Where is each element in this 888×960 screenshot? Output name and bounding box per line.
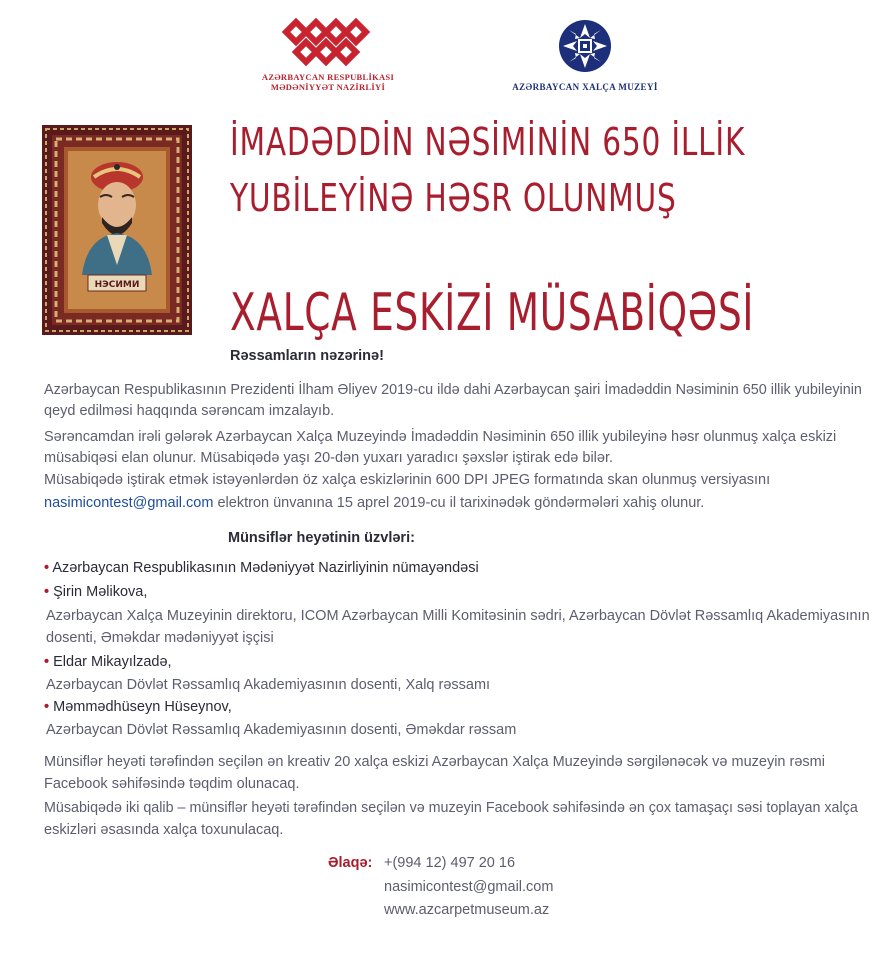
intro-line-5: Müsabiqədə iştirak etmək istəyənlərdən öz xalça eskizlərinin 600 DPI JPEG formatında skan olunmuş versiyasını: [44, 472, 771, 488]
jury-member-name: Məmmədhüseyn Hüseynov,: [53, 699, 232, 715]
intro-line-3: Sərəncamdan irəli gələrək Azərbaycan Xalça Muzeyində İmadəddin Nəsiminin 650 illik yubileyinə həsr olunmuş xalça eskizi: [44, 429, 837, 445]
carpet-portrait-image: [42, 125, 192, 335]
carpet-label: НЭСИМИ: [94, 280, 140, 290]
museum-name: AZƏRBAYCAN XALÇA MUZEYİ: [512, 82, 658, 92]
outro-line-3: Müsabiqədə iki qalib – münsiflər heyəti tərəfindən seçilən və muzeyin Facebook səhifəsində ən çox tamaşaçı səsi toplayan xalça: [44, 800, 858, 816]
ministry-logo: [258, 14, 398, 94]
intro-heading: Rəssamların nəzərinə!: [230, 348, 384, 364]
jury-member-4: [44, 697, 232, 718]
intro-line-2: qeyd edilməsi haqqında sərəncam imzalayıb.: [44, 403, 335, 419]
title-line-2: YUBİLEYİNƏ HƏSR OLUNMUŞ: [230, 176, 677, 220]
jury-member-3: [44, 652, 172, 673]
intro-email-suffix: elektron ünvanına 15 aprel 2019-cu il tarixinədək göndərmələri xahiş olunur.: [213, 495, 705, 511]
jury-member-2: [44, 582, 147, 603]
jury-heading: Münsiflər heyətinin üzvləri:: [228, 530, 415, 546]
outro-line-1: Münsiflər heyəti tərəfindən seçilən ən kreativ 20 xalça eskizi Azərbaycan Xalça Muzeyində sərgilənəcək və muzeyin rəsmi: [44, 754, 825, 770]
jury-member-desc: Azərbaycan Dövlət Rəssamlıq Akademiyasının dosenti, Xalq rəssamı: [46, 677, 491, 693]
bullet: •: [44, 584, 50, 600]
jury-member-name: Azərbaycan Respublikasının Mədəniyyət Nazirliyinin nümayəndəsi: [52, 560, 479, 576]
jury-member-name: Eldar Mikayılzadə,: [53, 654, 172, 670]
bullet: •: [44, 699, 50, 715]
jury-member-desc: Azərbaycan Dövlət Rəssamlıq Akademiyasının dosenti, Əməkdar rəssam: [46, 722, 517, 738]
bullet: •: [44, 654, 50, 670]
jury-member-desc: Azərbaycan Xalça Muzeyinin direktoru, ICOM Azərbaycan Milli Komitəsinin sədri, Azərbaycan Dövlət Rəssamlıq Akademiyasının: [46, 608, 870, 624]
museum-emblem-icon: [557, 18, 613, 74]
ministry-emblem-icon: [278, 14, 378, 70]
intro-line-4: müsabiqəsi elan olunur. Müsabiqədə yaşı 20-dən yuxarı yaradıcı şəxslər iştirak edə bilər.: [44, 450, 614, 466]
museum-logo: [500, 18, 670, 98]
ministry-name-line-1: AZƏRBAYCAN RESPUBLİKASI: [261, 72, 395, 82]
outro-line-4: eskizləri əsasında xalça toxunulacaq.: [44, 822, 284, 838]
contact-label: Əlaqə:: [328, 855, 373, 871]
outro-line-2: Facebook səhifəsində təqdim olunacaq.: [44, 776, 300, 792]
title-main: XALÇA ESKİZİ MÜSABİQƏSİ: [230, 283, 755, 343]
jury-member-desc: dosenti, Əməkdar mədəniyyət işçisi: [46, 630, 274, 646]
jury-member-1: [44, 558, 479, 579]
contact-website[interactable]: www.azcarpetmuseum.az: [384, 902, 550, 918]
bullet: •: [44, 560, 50, 576]
contact-phone[interactable]: +(994 12) 497 20 16: [384, 855, 516, 871]
contact-email[interactable]: nasimicontest@gmail.com: [384, 879, 554, 895]
jury-member-name: Şirin Məlikova,: [53, 584, 148, 600]
ministry-name-line-2: MƏDƏNİYYƏT NAZİRLİYİ: [270, 82, 386, 92]
intro-line-1: Azərbaycan Respublikasının Prezidenti İlham Əliyev 2019-cu ildə dahi Azərbaycan şairi İmadəddin Nəsiminin 650 illik yubileyinin: [44, 382, 862, 398]
title-line-1: İMADƏDDİN NƏSİMİNİN 650 İLLİK: [230, 120, 746, 164]
intro-line-6: [44, 493, 704, 514]
intro-email-link[interactable]: nasimicontest@gmail.com: [44, 495, 214, 511]
